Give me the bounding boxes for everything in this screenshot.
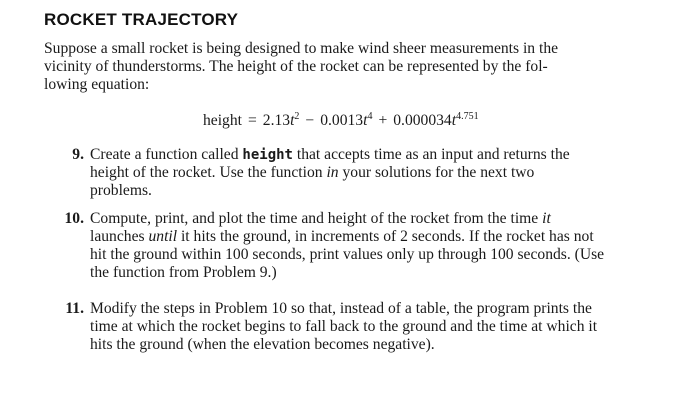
text-fragment: it hits the ground, in increments of 2 seconds. If the rocket has not	[177, 228, 594, 245]
problem-line: hits the ground (when the elevation becomes negative).	[90, 336, 435, 353]
italic-word: it	[542, 210, 551, 227]
problem-number: 11.	[65, 300, 84, 317]
text-fragment: that accepts time as an input and returns the	[292, 146, 570, 163]
height-equation	[203, 112, 479, 130]
text-fragment: Compute, print, and plot the time and height of the rocket from the time	[90, 210, 543, 227]
intro-paragraph	[44, 40, 644, 94]
problem-line: Modify the steps in Problem 10 so that, instead of a table, the program prints the	[90, 300, 592, 317]
equation-lhs: height	[203, 112, 242, 129]
text-fragment: Create a function called	[90, 146, 243, 163]
problem-line: hit the ground within 100 seconds, print values only up through 100 seconds. (Use	[90, 246, 605, 263]
problem-text	[90, 146, 650, 200]
minus-operator: −	[305, 112, 315, 129]
term1-exponent: 2	[294, 111, 300, 122]
problem-line	[90, 210, 650, 228]
italic-word: in	[326, 164, 339, 181]
term1-coefficient: 2.13	[262, 112, 291, 129]
text-fragment: height of the rocket. Use the function	[90, 164, 327, 181]
problem-11	[44, 300, 654, 356]
problem-text	[90, 300, 650, 354]
intro-line: lowing equation:	[44, 76, 150, 93]
problem-line: the function from Problem 9.)	[90, 264, 277, 281]
plus-operator: +	[378, 112, 388, 129]
problem-line	[90, 146, 650, 164]
term3-coefficient: 0.000034	[393, 112, 452, 129]
problem-10	[44, 210, 654, 284]
code-keyword: height	[242, 147, 293, 163]
equals-sign: =	[247, 112, 257, 129]
problem-line: time at which the rocket begins to fall back to the ground and the time at which it	[90, 318, 598, 335]
problem-line: problems.	[90, 182, 152, 199]
term3-variable: t	[451, 112, 457, 129]
section-heading: ROCKET TRAJECTORY	[44, 10, 239, 29]
term1-variable: t	[290, 112, 295, 129]
problem-9	[44, 146, 654, 202]
problem-text	[90, 210, 650, 282]
problem-number: 9.	[72, 146, 84, 163]
intro-line: vicinity of thunderstorms. The height of the rocket can be represented by the fol-	[44, 58, 548, 75]
term3-exponent: 4.751	[456, 111, 479, 122]
italic-word: until	[148, 228, 178, 245]
text-fragment: launches	[90, 228, 149, 245]
term2-variable: t	[363, 112, 368, 129]
problem-line	[90, 164, 650, 182]
term2-coefficient: 0.0013	[320, 112, 364, 129]
problem-number: 10.	[64, 210, 84, 227]
problem-line	[90, 228, 650, 246]
intro-line: Suppose a small rocket is being designed to make wind sheer measurements in the	[44, 40, 559, 57]
term2-exponent: 4	[367, 111, 373, 122]
text-fragment: your solutions for the next two	[338, 164, 535, 181]
